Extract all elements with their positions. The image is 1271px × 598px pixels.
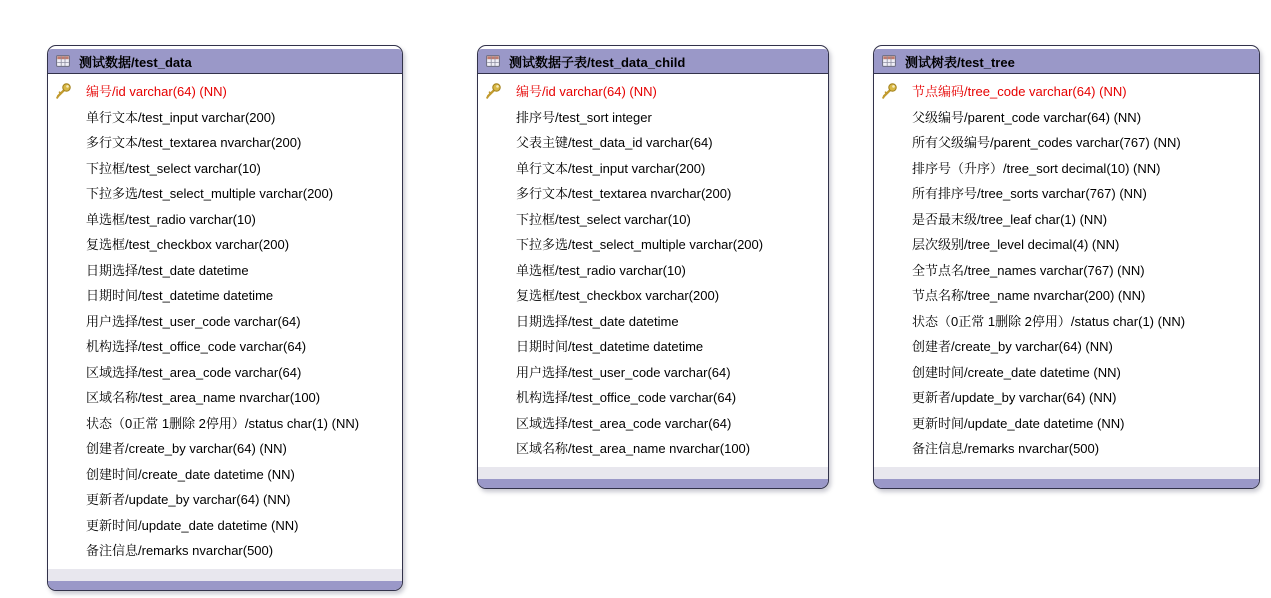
column-row[interactable]: [478, 155, 828, 181]
column-definition: 节点编码/tree_code varchar(64) (NN): [912, 84, 1127, 100]
column-definition: 机构选择/test_office_code varchar(64): [516, 390, 737, 406]
column-definition: 日期时间/test_datetime datetime: [86, 288, 274, 304]
column-definition: 单行文本/test_input varchar(200): [516, 160, 706, 176]
column-definition: 更新时间/update_date datetime (NN): [912, 415, 1125, 431]
column-definition: 更新时间/update_date datetime (NN): [86, 517, 299, 533]
entity-card-test-data[interactable]: [47, 45, 403, 591]
column-row[interactable]: [874, 359, 1259, 385]
column-row[interactable]: [874, 78, 1259, 104]
column-definition: 下拉框/test_select varchar(10): [516, 211, 691, 227]
column-row[interactable]: [874, 282, 1259, 308]
table-grid-icon: [882, 55, 896, 67]
column-row[interactable]: [48, 461, 402, 487]
entity-card-test-data-child[interactable]: [477, 45, 829, 489]
column-row[interactable]: [478, 206, 828, 232]
column-row[interactable]: [478, 257, 828, 283]
column-row[interactable]: [874, 129, 1259, 155]
column-definition: 备注信息/remarks nvarchar(500): [86, 543, 274, 559]
table-grid-icon: [56, 55, 70, 67]
column-row[interactable]: [874, 206, 1259, 232]
column-definition: 单选框/test_radio varchar(10): [516, 262, 686, 278]
column-definition: 创建者/create_by varchar(64) (NN): [86, 441, 287, 457]
column-definition: 父表主键/test_data_id varchar(64): [516, 135, 713, 151]
column-row[interactable]: [478, 231, 828, 257]
column-row[interactable]: [48, 180, 402, 206]
column-row[interactable]: [48, 104, 402, 130]
column-definition: 排序号/test_sort integer: [516, 109, 652, 125]
column-definition: 机构选择/test_office_code varchar(64): [86, 339, 307, 355]
column-row[interactable]: [48, 129, 402, 155]
column-definition: 日期时间/test_datetime datetime: [516, 339, 704, 355]
column-definition: 是否最末级/tree_leaf char(1) (NN): [912, 211, 1108, 227]
column-definition: 单选框/test_radio varchar(10): [86, 211, 256, 227]
column-row[interactable]: [48, 206, 402, 232]
column-definition: 所有排序号/tree_sorts varchar(767) (NN): [912, 186, 1147, 202]
column-definition: 日期选择/test_date datetime: [86, 262, 249, 278]
entity-footer-band: [874, 479, 1259, 488]
table-title: 测试数据子表/test_data_child: [509, 54, 686, 70]
column-definition: 更新者/update_by varchar(64) (NN): [86, 492, 291, 508]
entity-footer-strip: [478, 467, 828, 479]
column-row[interactable]: [478, 410, 828, 436]
column-definition: 状态（0正常 1删除 2停用）/status char(1) (NN): [912, 313, 1186, 329]
column-definition: 区域名称/test_area_name nvarchar(100): [86, 390, 321, 406]
column-row[interactable]: [874, 333, 1259, 359]
column-row[interactable]: [478, 308, 828, 334]
column-definition: 编号/id varchar(64) (NN): [516, 84, 657, 100]
table-body: [874, 74, 1259, 467]
column-row[interactable]: [48, 333, 402, 359]
column-row[interactable]: [48, 155, 402, 181]
column-definition: 下拉框/test_select varchar(10): [86, 160, 261, 176]
column-row[interactable]: [48, 512, 402, 538]
entity-footer-band: [478, 479, 828, 488]
column-definition: 多行文本/test_textarea nvarchar(200): [86, 135, 302, 151]
column-definition: 多行文本/test_textarea nvarchar(200): [516, 186, 732, 202]
table-body: [48, 74, 402, 569]
column-row[interactable]: [48, 308, 402, 334]
column-row[interactable]: [478, 282, 828, 308]
column-definition: 创建者/create_by varchar(64) (NN): [912, 339, 1113, 355]
column-definition: 更新者/update_by varchar(64) (NN): [912, 390, 1117, 406]
column-row[interactable]: [48, 257, 402, 283]
key-icon: [48, 82, 86, 99]
column-definition: 下拉多选/test_select_multiple varchar(200): [516, 237, 764, 253]
column-row[interactable]: [874, 180, 1259, 206]
key-icon: [874, 82, 912, 99]
column-row[interactable]: [478, 333, 828, 359]
column-definition: 复选框/test_checkbox varchar(200): [516, 288, 720, 304]
entity-footer-strip: [874, 467, 1259, 479]
column-definition: 区域选择/test_area_code varchar(64): [516, 415, 732, 431]
entity-card-test-tree[interactable]: [873, 45, 1260, 489]
column-row[interactable]: [478, 129, 828, 155]
column-definition: 创建时间/create_date datetime (NN): [912, 364, 1121, 380]
entity-header[interactable]: [478, 49, 828, 74]
column-definition: 区域选择/test_area_code varchar(64): [86, 364, 302, 380]
column-row[interactable]: [48, 384, 402, 410]
column-definition: 备注信息/remarks nvarchar(500): [912, 441, 1100, 457]
column-definition: 复选框/test_checkbox varchar(200): [86, 237, 290, 253]
entity-footer-strip: [48, 569, 402, 581]
column-row[interactable]: [874, 435, 1259, 461]
column-row[interactable]: [478, 359, 828, 385]
column-row[interactable]: [48, 78, 402, 104]
column-row[interactable]: [478, 78, 828, 104]
column-definition: 下拉多选/test_select_multiple varchar(200): [86, 186, 334, 202]
column-definition: 所有父级编号/parent_codes varchar(767) (NN): [912, 135, 1181, 151]
column-row[interactable]: [478, 435, 828, 461]
key-icon: [478, 82, 516, 99]
column-row[interactable]: [48, 282, 402, 308]
column-row[interactable]: [48, 410, 402, 436]
column-definition: 单行文本/test_input varchar(200): [86, 109, 276, 125]
column-row[interactable]: [478, 384, 828, 410]
column-definition: 编号/id varchar(64) (NN): [86, 84, 227, 100]
column-definition: 层次级别/tree_level decimal(4) (NN): [912, 237, 1120, 253]
column-row[interactable]: [874, 410, 1259, 436]
column-row[interactable]: [48, 435, 402, 461]
column-definition: 日期选择/test_date datetime: [516, 313, 679, 329]
column-definition: 全节点名/tree_names varchar(767) (NN): [912, 262, 1145, 278]
table-title: 测试数据/test_data: [79, 54, 192, 70]
column-definition: 创建时间/create_date datetime (NN): [86, 466, 295, 482]
column-definition: 排序号（升序）/tree_sort decimal(10) (NN): [912, 160, 1161, 176]
column-definition: 用户选择/test_user_code varchar(64): [86, 313, 301, 329]
column-row[interactable]: [478, 104, 828, 130]
table-grid-icon: [486, 55, 500, 67]
column-row[interactable]: [478, 180, 828, 206]
column-row[interactable]: [874, 231, 1259, 257]
column-row[interactable]: [48, 359, 402, 385]
column-definition: 节点名称/tree_name nvarchar(200) (NN): [912, 288, 1146, 304]
column-definition: 父级编号/parent_code varchar(64) (NN): [912, 109, 1142, 125]
column-row[interactable]: [874, 155, 1259, 181]
column-row[interactable]: [874, 384, 1259, 410]
column-row[interactable]: [874, 104, 1259, 130]
column-row[interactable]: [874, 257, 1259, 283]
entity-footer-band: [48, 581, 402, 590]
table-title: 测试树表/test_tree: [905, 54, 1015, 70]
column-row[interactable]: [48, 231, 402, 257]
column-definition: 用户选择/test_user_code varchar(64): [516, 364, 731, 380]
column-row[interactable]: [48, 537, 402, 563]
table-body: [478, 74, 828, 467]
column-row[interactable]: [48, 486, 402, 512]
column-row[interactable]: [874, 308, 1259, 334]
entity-header[interactable]: [874, 49, 1259, 74]
entity-header[interactable]: [48, 49, 402, 74]
column-definition: 状态（0正常 1删除 2停用）/status char(1) (NN): [86, 415, 360, 431]
column-definition: 区域名称/test_area_name nvarchar(100): [516, 441, 751, 457]
